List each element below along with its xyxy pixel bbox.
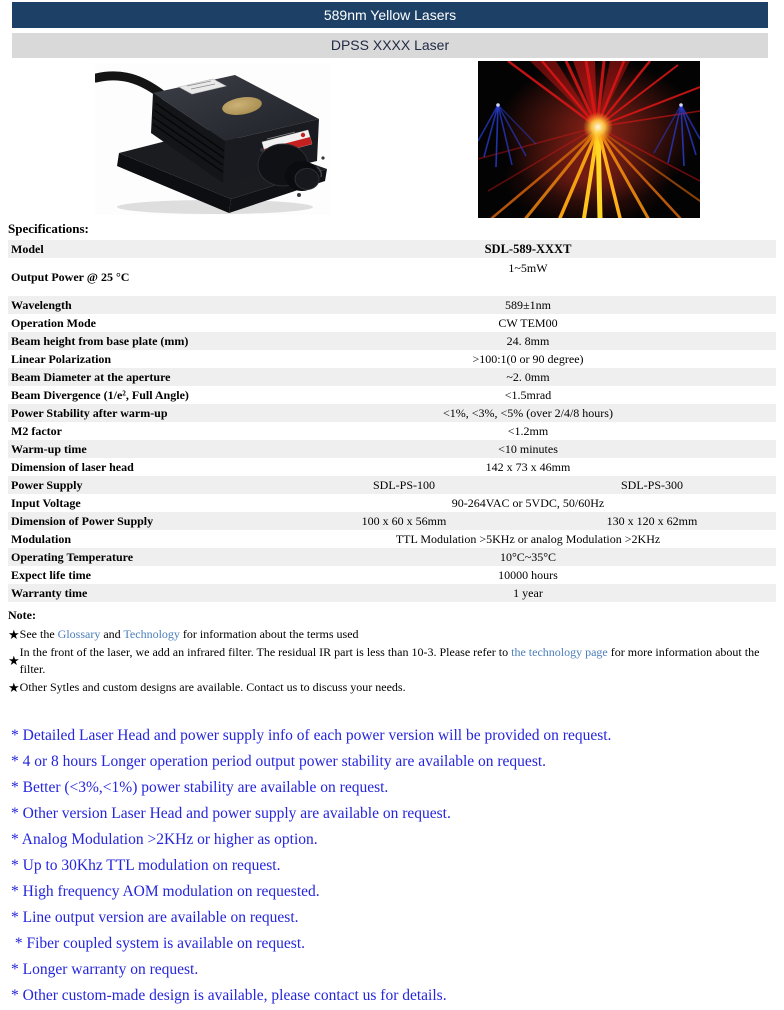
technology-page-link[interactable]: the technology page	[511, 645, 608, 659]
spec-label: Expect life time	[11, 567, 91, 582]
list-item: * Analog Modulation >2KHz or higher as option.	[11, 831, 318, 848]
table-row	[8, 350, 776, 368]
spec-value: <1.2mm	[507, 423, 549, 438]
spec-label: Dimension of Power Supply	[11, 513, 154, 528]
list-item: * Better (<3%,<1%) power stability are available on request.	[11, 779, 389, 796]
list-item: * Other custom-made design is available, please contact us for details.	[11, 987, 447, 1004]
page-title: 589nm Yellow Lasers	[12, 2, 768, 28]
laser-beam-photo	[478, 61, 700, 218]
spec-value: 1~5mW	[508, 261, 548, 275]
spec-label: Linear Polarization	[11, 351, 112, 366]
spec-label: Wavelength	[11, 297, 72, 312]
list-item: * High frequency AOM modulation on requested.	[11, 883, 320, 900]
spec-value: 589±1nm	[505, 297, 551, 312]
laser-head-photo	[95, 63, 330, 215]
table-row	[8, 458, 776, 476]
note-text	[20, 644, 776, 678]
spec-label: M2 factor	[11, 423, 62, 438]
table-row	[8, 548, 776, 566]
spec-label: Warranty time	[11, 585, 88, 600]
table-row	[8, 530, 776, 548]
specifications-heading: Specifications:	[8, 221, 89, 236]
table-row	[8, 440, 776, 458]
spec-label: Modulation	[11, 531, 72, 546]
spec-value: 10000 hours	[498, 567, 558, 582]
list-item: * 4 or 8 hours Longer operation period output power stability are available on request.	[11, 753, 547, 770]
spec-value: 130 x 120 x 62mm	[606, 513, 698, 528]
list-item: * Line output version are available on request.	[11, 909, 299, 926]
star-icon: ★	[8, 653, 20, 668]
table-row	[8, 386, 776, 404]
spec-label: Power Supply	[11, 477, 83, 492]
request-list	[11, 723, 781, 1009]
star-icon: ★	[8, 679, 20, 695]
note-text-segment: In the front of the laser, we add an infrared filter. The residual IR part is less than 10-3. Please refer to	[19, 645, 512, 659]
spec-label: Beam Divergence (1/e², Full Angle)	[11, 387, 189, 402]
spec-label: Warm-up time	[11, 441, 87, 456]
table-row	[8, 404, 776, 422]
table-row	[8, 258, 776, 296]
table-row	[8, 566, 776, 584]
beam-core	[583, 112, 613, 142]
page-subtitle: DPSS XXXX Laser	[12, 33, 768, 58]
spec-label: Power Stability after warm-up	[11, 405, 168, 420]
spec-value: <1%, <3%, <5% (over 2/4/8 hours)	[443, 405, 613, 420]
table-row	[8, 494, 776, 512]
table-row	[8, 512, 776, 530]
spec-value: SDL-PS-100	[372, 477, 435, 492]
list-item: * Other version Laser Head and power supply are available on request.	[11, 805, 451, 822]
spec-label: Beam height from base plate (mm)	[11, 333, 189, 348]
note-line-filter	[8, 644, 776, 678]
spec-label: Dimension of laser head	[11, 459, 134, 474]
spec-value: 100 x 60 x 56mm	[361, 513, 447, 528]
spec-value: 1 year	[513, 585, 543, 600]
table-row	[8, 296, 776, 314]
star-icon: ★	[8, 626, 20, 642]
spec-value: 142 x 73 x 46mm	[485, 459, 571, 474]
spec-label: Input Voltage	[11, 495, 81, 510]
note-text-segment: and	[100, 627, 124, 641]
glossary-link[interactable]: Glossary	[57, 627, 101, 641]
table-row	[8, 314, 776, 332]
spec-value: SDL-PS-300	[620, 477, 683, 492]
spec-value: CW TEM00	[498, 315, 558, 330]
note-line-glossary	[8, 626, 776, 643]
spec-value: SDL-589-XXXT	[484, 241, 572, 256]
spec-value: 24. 8mm	[506, 333, 550, 348]
spec-value: >100:1(0 or 90 degree)	[472, 351, 584, 366]
table-row	[8, 240, 776, 258]
spec-value: ~2. 0mm	[506, 369, 550, 384]
table-row	[8, 584, 776, 602]
spec-value: TTL Modulation >5KHz or analog Modulation >2KHz	[395, 531, 661, 546]
spec-value: 10°C~35°C	[499, 549, 557, 564]
spec-label: Beam Diameter at the aperture	[11, 369, 171, 384]
spec-label: Output Power @ 25 °C	[11, 269, 130, 284]
note-text-segment: for more information about the filter.	[19, 645, 760, 676]
table-row	[8, 368, 776, 386]
list-item: * Longer warranty on request.	[11, 961, 199, 978]
table-row	[8, 332, 776, 350]
note-text-segment: See the	[19, 627, 58, 641]
spec-value: <10 minutes	[498, 441, 558, 456]
spec-value: <1.5mrad	[504, 387, 552, 402]
spec-label: Operation Mode	[11, 315, 96, 330]
note-line-custom	[8, 679, 776, 696]
spec-table	[8, 240, 776, 602]
list-item: * Fiber coupled system is available on request.	[11, 935, 306, 952]
table-row	[8, 476, 776, 494]
spec-label: Model	[11, 241, 44, 256]
spec-label: Operating Temperature	[11, 549, 134, 564]
spec-value: 90-264VAC or 5VDC, 50/60Hz	[451, 495, 605, 510]
notes-section	[8, 607, 776, 697]
list-item: * Detailed Laser Head and power supply info of each power version will be provided on request.	[11, 727, 612, 744]
list-item: * Up to 30Khz TTL modulation on request.	[11, 857, 281, 874]
note-heading: Note:	[8, 608, 36, 622]
note-text: Other Sytles and custom designs are available. Contact us to discuss your needs.	[19, 680, 406, 694]
note-text-segment: for information about the terms used	[179, 627, 359, 641]
table-row	[8, 422, 776, 440]
note-text	[20, 626, 776, 643]
technology-link[interactable]: Technology	[123, 627, 180, 641]
